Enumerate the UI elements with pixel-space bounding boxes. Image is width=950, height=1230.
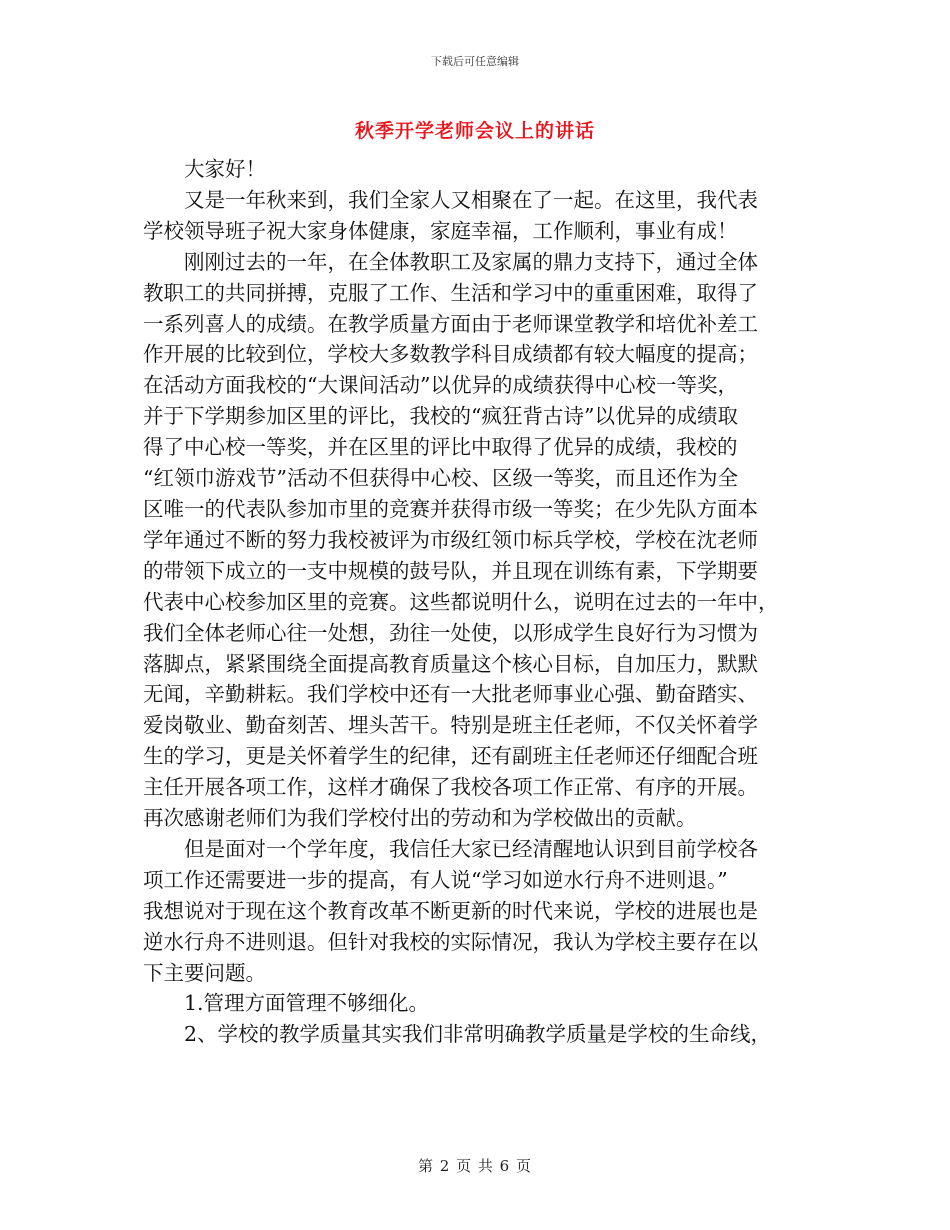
- body-line: 代表中心校参加区里的竞赛。这些都说明什么，说明在过去的一年中，: [143, 589, 779, 614]
- body-line: 我想说对于现在这个教育改革不断更新的时代来说，学校的进展也是: [143, 898, 758, 923]
- body-line: 无闻，辛勤耕耘。我们学校中还有一大批老师事业心强、勤奋踏实、: [143, 682, 758, 707]
- body-line: 我们全体老师心往一处想，劲往一处使，以形成学生良好行为习惯为: [143, 620, 758, 645]
- body-line: 在活动方面我校的“大课间活动”以优异的成绩获得中心校一等奖，: [143, 373, 738, 398]
- document-title: 秋季开学老师会议上的讲话: [354, 120, 595, 142]
- body-line: 得了中心校一等奖，并在区里的评比中取得了优异的成绩，我校的: [143, 435, 738, 460]
- page-header: 下载后可任意编辑: [431, 55, 519, 68]
- body-line: 爱岗敬业、勤奋刻苦、埋头苦干。特别是班主任老师，不仅关怀着学: [143, 713, 758, 738]
- body-line: 的带领下成立的一支中规模的鼓号队，并且现在训练有素，下学期要: [143, 558, 758, 583]
- body-line: 学校领导班子祝大家身体健康，家庭幸福，工作顺利，事业有成！: [143, 218, 738, 243]
- body-line: 一系列喜人的成绩。在教学质量方面由于老师课堂教学和培优补差工: [143, 311, 758, 336]
- page-footer: 第 2 页 共 6 页: [418, 1157, 532, 1175]
- body-line: 并于下学期参加区里的评比，我校的“疯狂背古诗”以优异的成绩取: [143, 404, 738, 429]
- body-line: “红领巾游戏节”活动不但获得中心校、区级一等奖，而且还作为全: [143, 466, 738, 491]
- body-line: 项工作还需要进一步的提高，有人说“学习如逆水行舟不进则退。”: [143, 867, 728, 892]
- document-body: [143, 154, 803, 1050]
- body-line: 1.管理方面管理不够细化。: [143, 991, 430, 1016]
- body-line: 但是面对一个学年度，我信任大家已经清醒地认识到目前学校各: [143, 836, 758, 861]
- body-line: 大家好！: [143, 157, 266, 181]
- body-line: 又是一年秋来到，我们全家人又相聚在了一起。在这里，我代表: [143, 187, 758, 212]
- body-line: 作开展的比较到位，学校大多数教学科目成绩都有较大幅度的提高；: [143, 342, 758, 367]
- body-line: 再次感谢老师们为我们学校付出的劳动和为学校做出的贡献。: [143, 806, 697, 831]
- body-line: 逆水行舟不进则退。但针对我校的实际情况，我认为学校主要存在以: [143, 929, 758, 954]
- body-line: 2、学校的教学质量其实我们非常明确教学质量是学校的生命线，: [143, 1022, 772, 1047]
- body-line: 刚刚过去的一年，在全体教职工及家属的鼎力支持下，通过全体: [143, 249, 758, 274]
- body-line: 落脚点，紧紧围绕全面提高教育质量这个核心目标，自加压力，默默: [143, 651, 758, 676]
- body-line: 下主要问题。: [143, 960, 266, 985]
- body-line: 学年通过不断的努力我校被评为市级红领巾标兵学校，学校在沈老师: [143, 527, 758, 552]
- body-line: 生的学习，更是关怀着学生的纪律，还有副班主任老师还仔细配合班: [143, 744, 758, 769]
- body-line: 主任开展各项工作，这样才确保了我校各项工作正常、有序的开展。: [143, 775, 758, 800]
- body-line: 区唯一的代表队参加市里的竞赛并获得市级一等奖；在少先队方面本: [143, 496, 758, 521]
- body-line: 教职工的共同拼搏，克服了工作、生活和学习中的重重困难，取得了: [143, 280, 758, 305]
